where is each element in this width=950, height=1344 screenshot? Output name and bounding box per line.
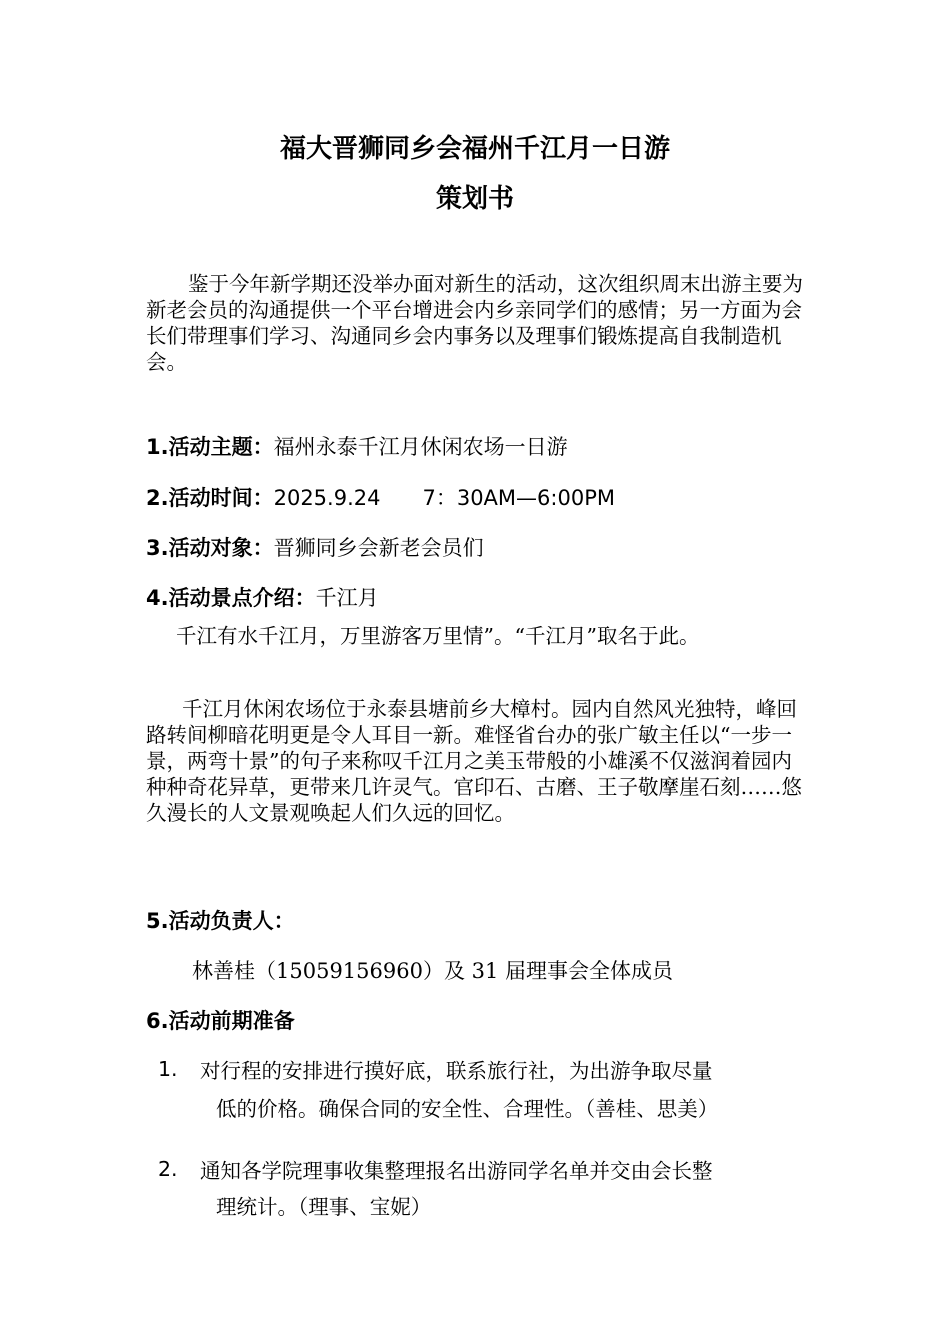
- item-value: 晋狮同乡会新老会员们: [273, 536, 484, 560]
- item-label: 活动时间：: [168, 486, 274, 510]
- list-first-line: 通知各学院理事收集整理报名出游同学名单并交由会长整: [200, 1159, 713, 1183]
- list-number: 2.: [158, 1157, 178, 1181]
- item-number: 4.: [146, 586, 169, 610]
- item-number: 1.: [146, 435, 169, 459]
- item-audience: [146, 534, 484, 562]
- list-continuation: 低的价格。确保合同的安全性、合理性。（善桂、思美）: [216, 1097, 719, 1121]
- list-continuation: 理统计。（理事、宝妮）: [216, 1195, 432, 1219]
- item-label: 活动负责人：: [168, 909, 295, 933]
- item-number: 5.: [146, 909, 169, 933]
- item-theme: [146, 433, 568, 461]
- scenic-description: 千江月休闲农场位于永泰县塘前乡大樟村。园内自然风光独特，峰回路转间柳暗花明更是令人耳目一新。难怪省台办的张广敏主任以“一步一景，两弯十景”的句子来称叹千江月之美玉带般的小雄溪不仅滋润着园内种种奇花异草，更带来几许灵气。官印石、古磨、王子敬摩崖石刻……悠久漫长的人文景观唤起人们久远的回忆。: [146, 697, 802, 825]
- item-number: 3.: [146, 536, 169, 560]
- list-first-line: 对行程的安排进行摸好底，联系旅行社，为出游争取尽量: [200, 1059, 713, 1083]
- item-label: 活动前期准备: [168, 1009, 295, 1033]
- leader-text: 林善桂（15059156960）及 31 届理事会全体成员: [192, 959, 674, 983]
- item-label: 活动主题：: [168, 435, 274, 459]
- item-value: 千江月: [315, 586, 379, 610]
- document-subtitle: 策划书: [435, 184, 514, 214]
- item-number: 2.: [146, 486, 169, 510]
- item-time: [146, 484, 615, 512]
- item-number: 6.: [146, 1009, 169, 1033]
- item-value: 2025.9.24 7：30AM—6:00PM: [273, 486, 615, 510]
- item-value: 福州永泰千江月休闲农场一日游: [273, 435, 568, 459]
- intro-paragraph: 鉴于今年新学期还没举办面对新生的活动，这次组织周末出游主要为新老会员的沟通提供一个平台增进会内乡亲同学们的感情；另一方面为会长们带理事们学习、沟通同乡会内事务以及理事们锻炼提高自我制造机会。: [146, 272, 803, 374]
- item-label: 活动对象：: [168, 536, 274, 560]
- item-preparation: [146, 1007, 295, 1035]
- item-scenic-intro: [146, 584, 379, 612]
- item-leader: [146, 907, 295, 935]
- item-label: 活动景点介绍：: [168, 586, 316, 610]
- scenic-quote: 千江有水千江月，万里游客万里情”。“千江月”取名于此。: [176, 624, 700, 648]
- document-title: 福大晋狮同乡会福州千江月一日游: [279, 134, 670, 164]
- list-number: 1.: [158, 1057, 178, 1081]
